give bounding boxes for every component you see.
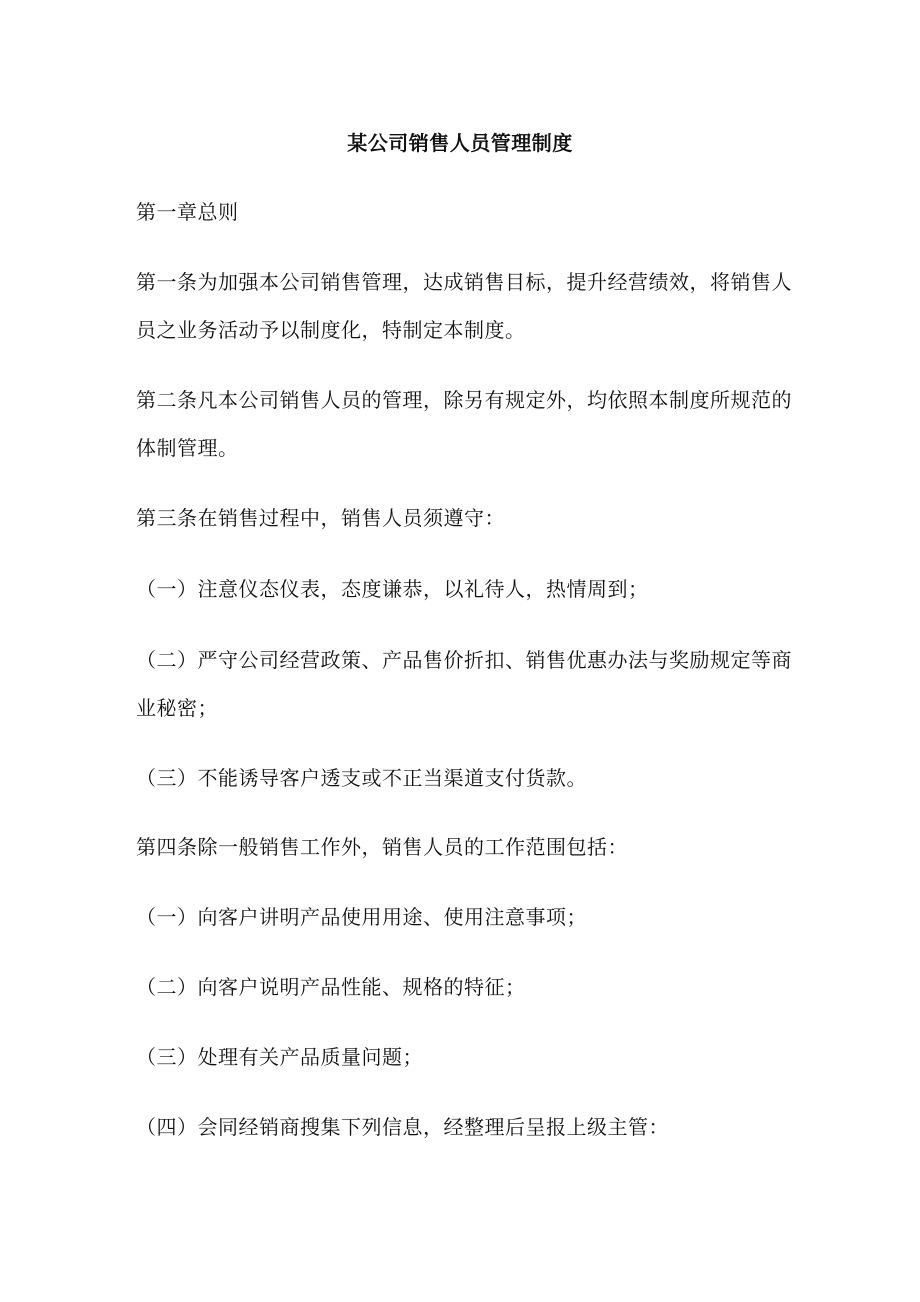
paragraph-item-4-4 — [136, 1103, 786, 1151]
paragraph-line: 员之业务活动予以制度化，特制定本制度。 — [136, 318, 526, 342]
paragraph-line: 体制管理。 — [136, 436, 239, 460]
paragraph-line: （二）严守公司经营政策、产品售价折扣、销售优惠办法与奖励规定等商 — [136, 648, 792, 672]
paragraph-line: 第二条凡本公司销售人员的管理，除另有规定外，均依照本制度所规范的 — [136, 388, 792, 412]
paragraph-line: （三）处理有关产品质量问题； — [136, 1045, 423, 1069]
paragraph-item-4-1 — [136, 893, 786, 941]
paragraph-line: （二）向客户说明产品性能、规格的特征； — [136, 975, 526, 999]
paragraph-line: （一）向客户讲明产品使用用途、使用注意事项； — [136, 905, 587, 929]
paragraph-article-2 — [136, 376, 792, 472]
paragraph-line: 第三条在销售过程中，销售人员须遵守： — [136, 506, 505, 530]
paragraph-item-4-3 — [136, 1033, 786, 1081]
chapter-heading — [136, 188, 786, 236]
paragraph-article-4 — [136, 823, 786, 871]
paragraph-item-3-1 — [136, 565, 786, 613]
paragraph-item-4-2 — [136, 963, 786, 1011]
paragraph-line: （三）不能诱导客户透支或不正当渠道支付货款。 — [136, 766, 587, 790]
paragraph-article-3 — [136, 494, 786, 542]
paragraph-line: （四）会同经销商搜集下列信息，经整理后呈报上级主管： — [136, 1115, 669, 1139]
chapter-heading-line: 第一章总则 — [136, 200, 239, 224]
paragraph-article-1 — [136, 258, 792, 354]
paragraph-line: 第四条除一般销售工作外，销售人员的工作范围包括： — [136, 835, 628, 859]
paragraph-item-3-2 — [136, 636, 792, 732]
paragraph-line: 业秘密； — [136, 696, 218, 720]
document-title: 某公司销售人员管理制度 — [347, 131, 573, 155]
paragraph-line: （一）注意仪态仪表，态度谦恭，以礼待人，热情周到； — [136, 577, 649, 601]
paragraph-line: 第一条为加强本公司销售管理，达成销售目标，提升经营绩效，将销售人 — [136, 270, 792, 294]
paragraph-item-3-3 — [136, 754, 786, 802]
